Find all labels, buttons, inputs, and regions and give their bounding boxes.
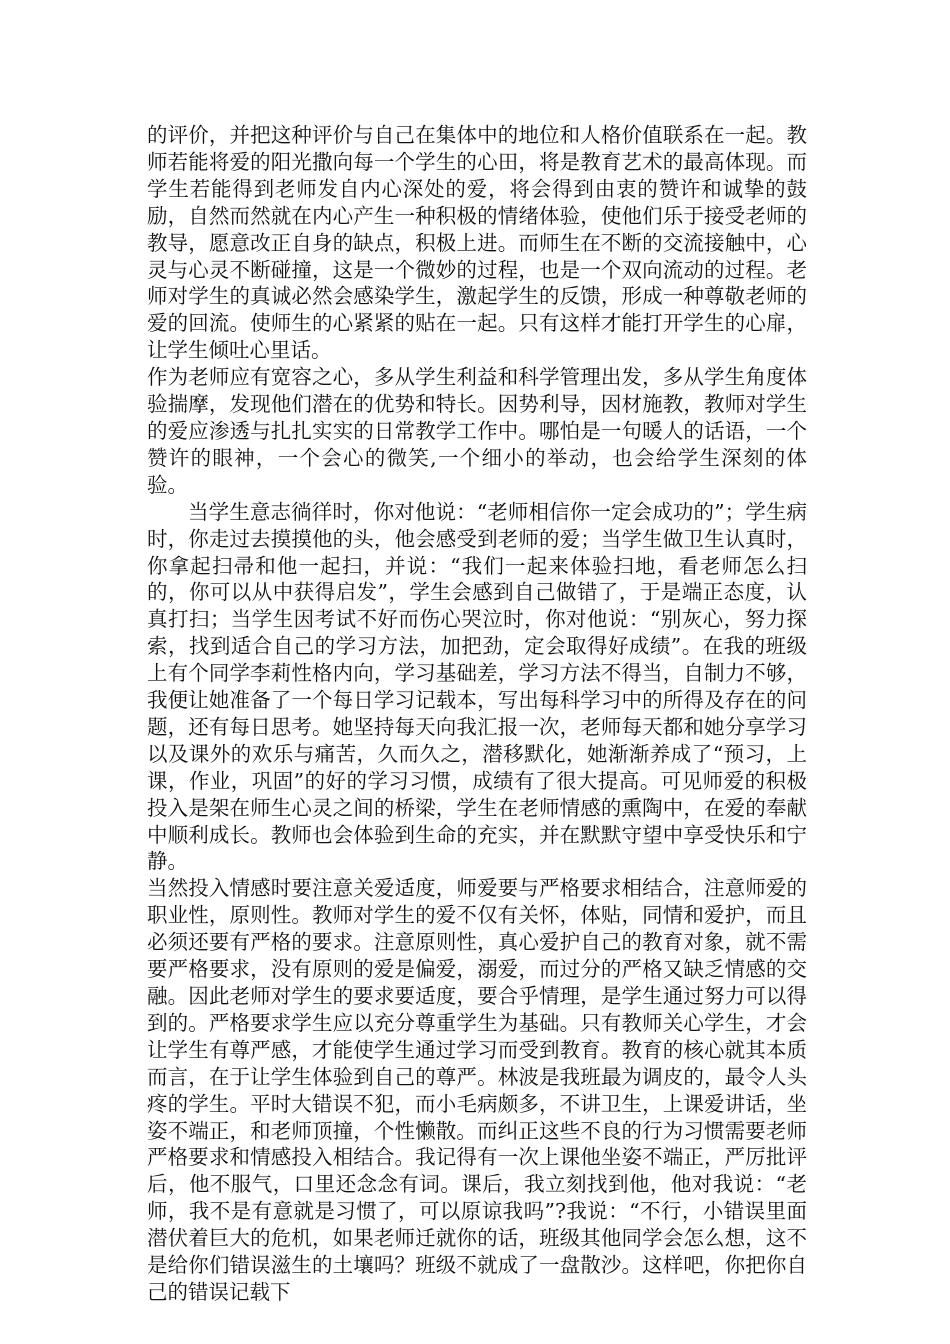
document-page (147, 122, 807, 1306)
paragraph-4: 当然投入情感时要注意关爱适度，师爱要与严格要求相结合，注意师爱的职业性，原则性。教师对学生的爱不仅有关怀，体贴，同情和爱护，而且必须还要有严格的要求。注意原则性，真心爱护自己的教育对象，就不需要严格要求，没有原则的爱是偏爱，溺爱，而过分的严格又缺乏情感的交融。因此老师对学生的要求要适度，要合乎情理，是学生通过努力可以得到的。严格要求学生应以充分尊重学生为基础。只有教师关心学生，才会让学生有尊严感，才能使学生通过学习而受到教育。教育的核心就其本质而言，在于让学生体验到自己的尊严。林波是我班最为调皮的，最令人头疼的学生。平时大错误不犯，而小毛病颇多，不讲卫生，上课爱讲话，坐姿不端正，和老师顶撞，个性懒散。而纠正这些不良的行为习惯需要老师严格要求和情感投入相结合。我记得有一次上课他坐姿不端正，严厉批评后，他不服气，口里还念念有词。课后，我立刻找到他，他对我说：“老师，我不是有意就是习惯了，可以原谅我吗”?我说：“不行，小错误里面潜伏着巨大的危机，如果老师迁就你的话，班级其他同学会怎么想，这不是给你们错误滋生的土壤吗？班级不就成了一盘散沙。这样吧，你把你自己的错误记载下 (147, 876, 807, 1304)
paragraph-3: 当学生意志徜徉时，你对他说：“老师相信你一定会成功的”；学生病时，你走过去摸摸他的头，他会感受到老师的爱；当学生做卫生认真时，你拿起扫帚和他一起扫，并说：“我们一起来体验扫地，看老师怎么扫的，你可以从中获得启发”，学生会感到自己做错了，于是端正态度，认真打扫；当学生因考试不好而伤心哭泣时，你对他说：“别灰心，努力探索，找到适合自己的学习方法，加把劲，定会取得好成绩”。在我的班级上有个同学李莉性格内向，学习基础差，学习方法不得当，自制力不够，我便让她准备了一个每日学习记载本，写出每科学习中的所得及存在的问题，还有每日思考。她坚持每天向我汇报一次，老师每天都和她分享学习以及课外的欢乐与痛苦，久而久之，潜移默化，她渐渐养成了“预习，上课，作业，巩固”的好的学习习惯，成绩有了很大提高。可见师爱的积极投入是架在师生心灵之间的桥梁，学生在老师情感的熏陶中，在爱的奉献中顺利成长。教师也会体验到生命的充实，并在默默守望中享受快乐和宁静。 (147, 499, 807, 874)
paragraph-2: 作为老师应有宽容之心，多从学生利益和科学管理出发，多从学生角度体验揣摩，发现他们潜在的优势和特长。因势利导，因材施教，教师对学生的爱应渗透与扎扎实实的日常教学工作中。哪怕是一句暖人的话语，一个赞许的眼神，一个会心的微笑,一个细小的举动，也会给学生深刻的体验。 (147, 365, 807, 497)
paragraph-1: 的评价，并把这种评价与自己在集体中的地位和人格价值联系在一起。教师若能将爱的阳光撒向每一个学生的心田，将是教育艺术的最高体现。而学生若能得到老师发自内心深处的爱，将会得到由衷的赞许和诚挚的鼓励，自然而然就在内心产生一种积极的情绪体验，使他们乐于接受老师的教导，愿意改正自身的缺点，积极上进。而师生在不断的交流接触中，心灵与心灵不断碰撞，这是一个微妙的过程，也是一个双向流动的过程。老师对学生的真诚必然会感染学生，激起学生的反馈，形成一种尊敬老师的爱的回流。使师生的心紧紧的贴在一起。只有这样才能打开学生的心扉，让学生倾吐心里话。 (147, 123, 807, 363)
